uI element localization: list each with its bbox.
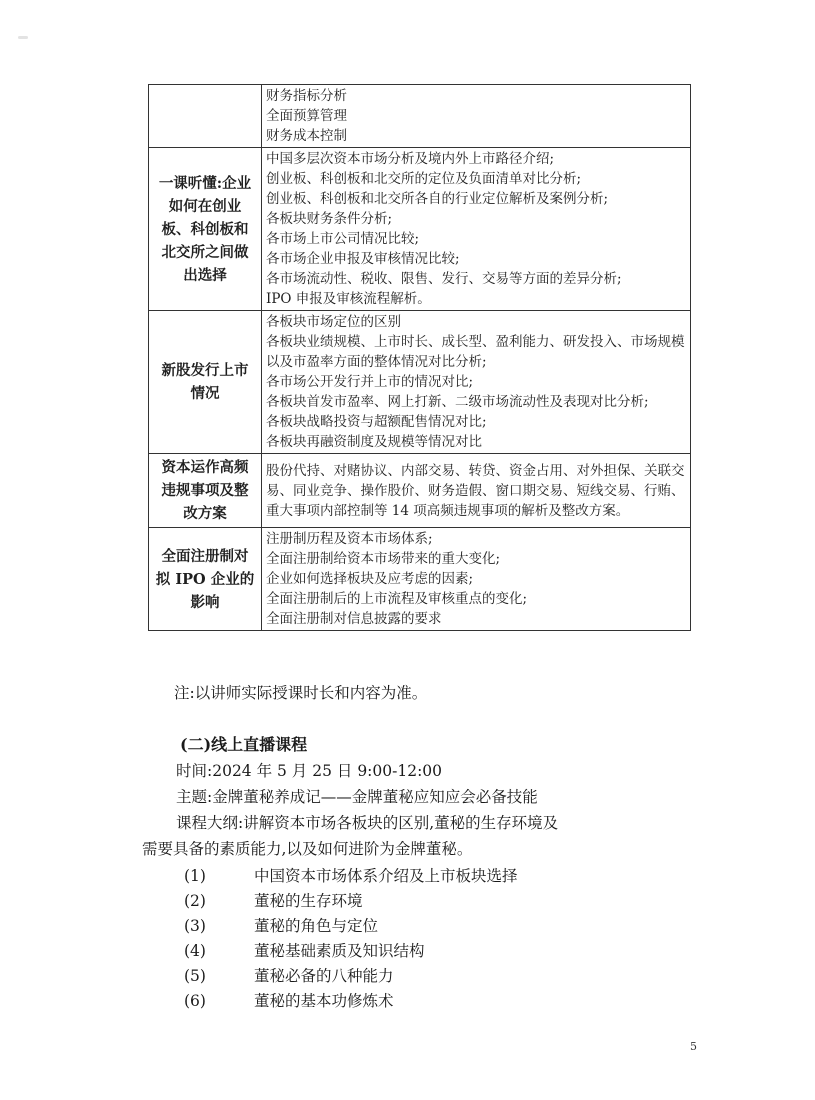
outline-item-text: 董秘的角色与定位 (254, 917, 379, 935)
topics-cell (262, 528, 691, 631)
outline-item (184, 989, 394, 1013)
outline-item (184, 964, 394, 988)
topic-line: 各板块战略投资与超额配售情况对比; (266, 414, 487, 430)
topic-line: 各板块再融资制度及规模等情况对比 (266, 434, 482, 450)
topic-line: IPO 申报及审核流程解析。 (266, 291, 431, 307)
topic-line: 财务成本控制 (266, 128, 347, 144)
topics-cell (262, 311, 691, 454)
table-body (149, 85, 691, 631)
topic-line: 中国多层次资本市场分析及境内外上市路径介绍; (266, 151, 555, 167)
topic-line: 各板块财务条件分析; (266, 211, 393, 227)
outline-item-text: 董秘基础素质及知识结构 (254, 942, 425, 960)
topic-line: 全面注册制给资本市场带来的重大变化; (266, 551, 501, 567)
course-time: 时间:2024 年 5 月 25 日 9:00-12:00 (176, 762, 443, 780)
table-row (149, 148, 691, 311)
topic-line: 各市场公开发行并上市的情况对比; (266, 374, 474, 390)
module-name-cell: 一课听懂:企业如何在创业板、科创板和北交所之间做出选择 (149, 148, 262, 311)
module-name-cell: 资本运作高频违规事项及整改方案 (149, 454, 262, 528)
outline-item-number: (4) (184, 942, 206, 960)
course-syllabus-table (148, 84, 691, 631)
topic-line: 全面预算管理 (266, 108, 347, 124)
note-text: 注:以讲师实际授课时长和内容为准。 (174, 684, 428, 702)
outline-item-number: (2) (184, 892, 206, 910)
topic-line: 注册制历程及资本市场体系; (266, 531, 433, 547)
outline-item (184, 889, 363, 913)
topic-line: 全面注册制后的上市流程及审核重点的变化; (266, 591, 528, 607)
topic-line: 全面注册制对信息披露的要求 (266, 611, 442, 627)
topics-cell (262, 85, 691, 148)
topic-line: 创业板、科创板和北交所各自的行业定位解析及案例分析; (266, 191, 609, 207)
section-heading: (二)线上直播课程 (180, 735, 308, 754)
module-name-cell: 全面注册制对拟 IPO 企业的影响 (149, 528, 262, 631)
scan-artifact (18, 36, 28, 39)
topics-cell (262, 454, 691, 528)
outline-item-number: (3) (184, 917, 206, 935)
topic-line: 财务指标分析 (266, 88, 347, 104)
outline-item (184, 939, 425, 963)
outline-item-text: 中国资本市场体系介绍及上市板块选择 (254, 867, 518, 885)
outline-item-text: 董秘的基本功修炼术 (254, 992, 394, 1010)
outline-item (184, 914, 378, 938)
table-row (149, 311, 691, 454)
outline-item-text: 董秘的生存环境 (254, 892, 363, 910)
course-outline-paragraph: 课程大纲:讲解资本市场各板块的区别,董秘的生存环境及 需要具备的素质能力,以及如何进阶为金牌董秘。 (142, 814, 559, 858)
outline-item (184, 864, 518, 888)
course-theme: 主题:金牌董秘养成记——金牌董秘应知应会必备技能 (176, 788, 538, 806)
topic-line: 各板块市场定位的区别 (266, 314, 401, 330)
topic-line: 股份代持、对赌协议、内部交易、转贷、资金占用、对外担保、关联交易、同业竞争、操作股价、财务造假、窗口期交易、短线交易、行贿、重大事项内部控制等 14 项高频违规事项的解析及整改方案。 (266, 462, 685, 519)
topic-line: 各板块首发市盈率、网上打新、二级市场流动性及表现对比分析; (266, 394, 649, 410)
module-name-cell: 新股发行上市情况 (149, 311, 262, 454)
topic-line: 创业板、科创板和北交所的定位及负面清单对比分析; (266, 171, 582, 187)
module-name-cell (149, 85, 262, 148)
topic-line: 企业如何选择板块及应考虑的因素; (266, 571, 474, 587)
topic-line: 各市场企业申报及审核情况比较; (266, 251, 460, 267)
outline-item-number: (1) (184, 867, 206, 885)
page-number: 5 (690, 1040, 697, 1053)
table-row (149, 85, 691, 148)
outline-item-number: (5) (184, 967, 206, 985)
topic-line: 各市场上市公司情况比较; (266, 231, 420, 247)
table-row (149, 528, 691, 631)
topics-cell (262, 148, 691, 311)
table-row (149, 454, 691, 528)
outline-item-text: 董秘必备的八种能力 (254, 967, 394, 985)
topic-line: 各市场流动性、税收、限售、发行、交易等方面的差异分析; (266, 271, 622, 287)
topic-line: 各板块业绩规模、上市时长、成长型、盈利能力、研发投入、市场规模以及市盈率方面的整体情况对比分析; (266, 334, 685, 370)
outline-item-number: (6) (184, 992, 206, 1010)
